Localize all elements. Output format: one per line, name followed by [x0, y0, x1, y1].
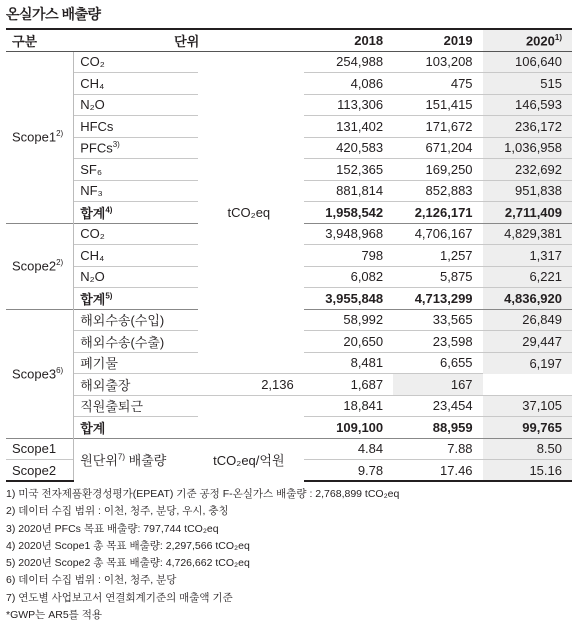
scope3-label-text: Scope3	[12, 366, 57, 382]
unit-intensity: tCO₂eq/억원	[198, 438, 304, 481]
footnote: 3) 2020년 PFCs 목표 배출량: 797,744 tCO₂eq	[6, 522, 219, 535]
header-2020-footnote: 1)	[554, 32, 562, 42]
cell-2019: 475	[393, 73, 482, 95]
cell-2019: 7.88	[393, 438, 482, 460]
row-item: 직원출퇴근	[74, 395, 198, 417]
cell-2020: 99,765	[483, 417, 572, 439]
row-item: CH₄	[74, 245, 198, 267]
row-item: 해외수송(수입)	[74, 309, 198, 331]
cell-2020: 4,836,920	[483, 288, 572, 310]
cell-2020: 1,317	[483, 245, 572, 267]
cell-2020: 515	[483, 73, 572, 95]
scope3-label	[6, 309, 74, 438]
cell-2019: 151,415	[393, 94, 482, 116]
row-item: HFCs	[74, 116, 198, 138]
cell-2018: 4.84	[304, 438, 393, 460]
cell-2018: 131,402	[304, 116, 393, 138]
row-item: N₂O	[74, 266, 198, 288]
scope1-label-text: Scope1	[12, 129, 57, 145]
unit-tco2eq: tCO₂eq	[227, 204, 271, 220]
intensity-label-suffix: 배출량	[125, 453, 167, 469]
cell-2019: 4,706,167	[393, 223, 482, 245]
cell-2018: 798	[304, 245, 393, 267]
header-2020	[483, 29, 572, 51]
cell-2019: 852,883	[393, 180, 482, 202]
footnote: 2) 데이터 수집 범위 : 이천, 청주, 분당, 우시, 충칭	[6, 505, 229, 518]
scope1-label	[6, 51, 74, 223]
cell-2018: 420,583	[304, 137, 393, 159]
cell-2018: 3,948,968	[304, 223, 393, 245]
cell-2018: 881,814	[304, 180, 393, 202]
cell-2019: 2,126,171	[393, 202, 482, 224]
cell-2020: 146,593	[483, 94, 572, 116]
table-row	[6, 395, 572, 417]
scope2-label	[6, 223, 74, 309]
row-item-text: 합계	[80, 205, 106, 221]
footnote: *GWP는 AR5를 적용	[6, 609, 102, 622]
intensity-label-text: 원단위	[80, 453, 118, 469]
cell-2019: 88,959	[393, 417, 482, 439]
row-item: CO₂	[80, 54, 105, 70]
row-item	[74, 137, 198, 159]
row-item-footnote: 4)	[105, 205, 113, 215]
cell-2018: 18,841	[304, 395, 393, 417]
cell-2018: 20,650	[304, 331, 393, 353]
cell-2019: 1,687	[304, 374, 393, 396]
footnote: 6) 데이터 수집 범위 : 이천, 청주, 분당	[6, 574, 177, 587]
cell-2020: 4,829,381	[483, 223, 572, 245]
cell-2018: 8,481	[304, 352, 393, 374]
table-row	[6, 438, 572, 460]
cell-2020: 1,036,958	[483, 137, 572, 159]
cell-2020: 8.50	[483, 438, 572, 460]
cell-2018: 1,958,542	[304, 202, 393, 224]
header-unit: 단위	[74, 29, 304, 51]
cell-2020: 26,849	[483, 309, 572, 331]
row-item: NF₃	[74, 180, 198, 202]
footnote: 4) 2020년 Scope1 총 목표 배출량: 2,297,566 tCO₂eq	[6, 539, 250, 552]
row-item: 합계	[74, 417, 198, 439]
cell-2018: 113,306	[304, 94, 393, 116]
cell-2019: 103,208	[425, 54, 473, 70]
cell-2020: 232,692	[483, 159, 572, 181]
cell-2020: 236,172	[483, 116, 572, 138]
cell-2020: 167	[393, 374, 482, 396]
intensity-scope1-label: Scope1	[6, 438, 74, 460]
scope3-footnote: 6)	[56, 365, 64, 375]
intensity-label	[74, 438, 198, 481]
cell-2020: 2,711,409	[483, 202, 572, 224]
cell-2019: 6,655	[393, 352, 482, 374]
cell-2018: 254,988	[336, 54, 384, 70]
row-item-text: PFCs	[80, 140, 113, 156]
cell-2020: 37,105	[483, 395, 572, 417]
header-2019: 2019	[393, 29, 482, 51]
table-row	[6, 374, 572, 396]
row-item: N₂O	[74, 94, 198, 116]
cell-2019: 169,250	[393, 159, 482, 181]
cell-2020: 106,640	[483, 51, 572, 73]
header-2020-label: 2020	[525, 32, 555, 48]
row-item: 해외출장	[74, 374, 198, 396]
cell-2019: 17.46	[393, 460, 482, 482]
scope2-label-text: Scope2	[12, 258, 57, 274]
cell-2018: 2,136	[198, 374, 304, 396]
cell-2018: 58,992	[304, 309, 393, 331]
cell-2019: 671,204	[393, 137, 482, 159]
cell-2018: 6,082	[304, 266, 393, 288]
cell-2018: 109,100	[304, 417, 393, 439]
cell-2020: 951,838	[483, 180, 572, 202]
unit-tco2eq-continued	[198, 395, 304, 438]
intensity-scope2-label: Scope2	[6, 460, 74, 482]
footnotes	[6, 486, 399, 624]
row-item	[74, 288, 198, 310]
row-item-footnote: 3)	[112, 140, 120, 150]
row-item: CO₂	[74, 223, 198, 245]
row-item-text: 합계	[80, 291, 106, 307]
footnote: 5) 2020년 Scope2 총 목표 배출량: 4,726,662 tCO₂eq	[6, 557, 250, 570]
cell-2018: 4,086	[304, 73, 393, 95]
intensity-footnote: 7)	[117, 452, 126, 462]
footnote: 7) 연도별 사업보고서 연결회계기준의 매출액 기준	[6, 591, 233, 604]
header-2018: 2018	[304, 29, 393, 51]
ghg-emissions-table	[6, 28, 572, 482]
header-category: 구분	[6, 29, 74, 51]
table-row	[6, 51, 572, 73]
cell-2018: 9.78	[304, 460, 393, 482]
row-item-footnote: 5)	[105, 291, 113, 301]
cell-2019: 4,713,299	[393, 288, 482, 310]
cell-2019: 23,454	[393, 395, 482, 417]
cell-2020: 29,447	[483, 331, 572, 353]
scope2-footnote: 2)	[56, 258, 64, 268]
cell-2020: 6,197	[483, 352, 572, 374]
row-item: 폐기물	[74, 352, 198, 374]
row-item: 해외수송(수출)	[74, 331, 198, 353]
cell-2020: 15.16	[483, 460, 572, 482]
table-header-row	[6, 29, 572, 51]
cell-2019: 23,598	[393, 331, 482, 353]
scope1-footnote: 2)	[56, 129, 64, 139]
row-item: CH₄	[74, 73, 198, 95]
row-item	[74, 202, 198, 224]
cell-2019: 33,565	[393, 309, 482, 331]
cell-2020: 6,221	[483, 266, 572, 288]
page-title: 온실가스 배출량	[6, 6, 101, 22]
cell-2018: 152,365	[304, 159, 393, 181]
footnote: 1) 미국 전자제품환경성평가(EPEAT) 기준 공정 F-온실가스 배출량 : 2,768,899 tCO₂eq	[6, 488, 400, 500]
cell-2018: 3,955,848	[304, 288, 393, 310]
cell-2019: 5,875	[393, 266, 482, 288]
cell-2019: 1,257	[393, 245, 482, 267]
row-item: SF₆	[74, 159, 198, 181]
cell-2019: 171,672	[393, 116, 482, 138]
